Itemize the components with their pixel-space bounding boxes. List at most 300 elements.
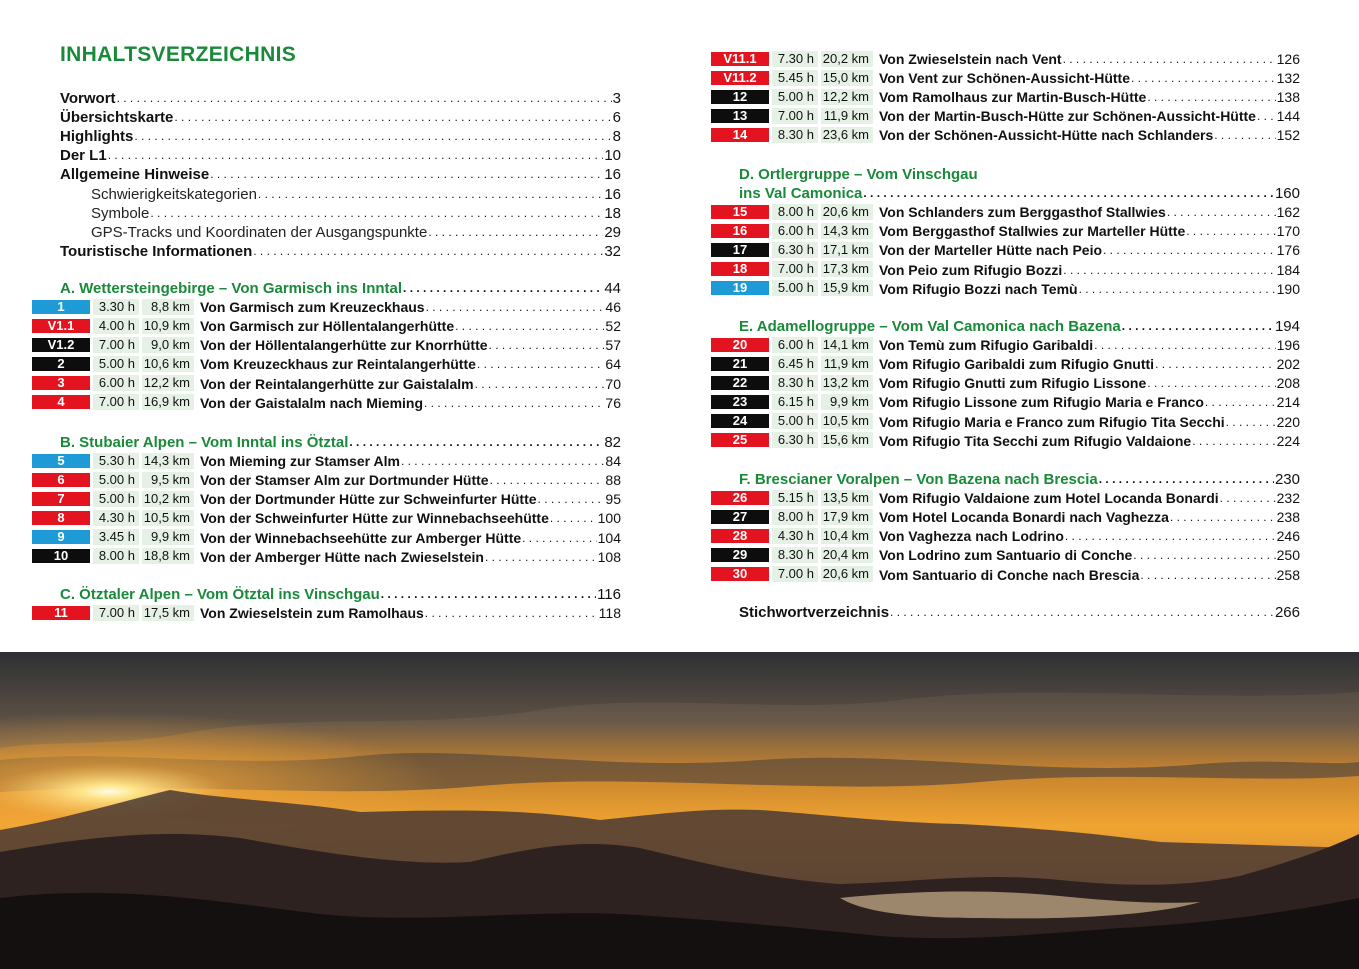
tour-row[interactable] <box>732 106 1300 125</box>
page-number: 202 <box>1276 356 1300 373</box>
entry-title: GPS-Tracks und Koordinaten der Ausgangspunkte <box>91 223 428 241</box>
walking-time: 5.00 h <box>772 89 818 105</box>
page-number: 100 <box>597 510 621 527</box>
page-number: 208 <box>1276 375 1300 392</box>
page-number: 170 <box>1276 223 1300 240</box>
distance: 10,5 km <box>142 510 194 526</box>
distance: 8,8 km <box>142 299 194 315</box>
tour-title: Von Zwieselstein nach Vent <box>879 51 1062 67</box>
tour-title: Von der Martin-Busch-Hütte zur Schönen-Aussicht-Hütte <box>879 108 1256 125</box>
entry-title: C. Ötztaler Alpen – Vom Ötztal ins Vinschgau <box>60 586 380 603</box>
dot-leader <box>401 452 604 470</box>
distance: 10,5 km <box>821 413 873 429</box>
walking-time: 6.00 h <box>772 223 818 239</box>
walking-time: 3.30 h <box>93 299 139 315</box>
distance: 17,3 km <box>821 261 873 277</box>
walking-time: 7.00 h <box>93 337 139 353</box>
dot-leader <box>134 127 611 145</box>
tour-row[interactable] <box>57 451 621 470</box>
tour-number-badge: 21 <box>711 357 769 371</box>
tour-title: Vom Rifugio Garibaldi zum Rifugio Gnutti <box>879 356 1155 373</box>
walking-time: 6.00 h <box>93 375 139 391</box>
page-number: 18 <box>604 204 621 222</box>
tour-title: Von der Stamser Alm zur Dortmunder Hütte <box>200 472 489 489</box>
walking-time: 7.00 h <box>772 108 818 124</box>
dot-leader <box>1147 88 1275 106</box>
tour-row[interactable] <box>57 393 621 412</box>
page-number: 52 <box>605 318 621 335</box>
distance: 9,0 km <box>142 337 194 353</box>
page-number: 88 <box>605 472 621 489</box>
tour-number-badge: V11.2 <box>711 71 769 85</box>
page-number: 116 <box>597 586 621 603</box>
entry-title: A. Wettersteingebirge – Von Garmisch ins Inntal <box>60 280 403 297</box>
walking-time: 5.00 h <box>93 491 139 507</box>
distance: 10,4 km <box>821 528 873 544</box>
section-title: D. Ortlergruppe – Vom Vinschgau <box>739 166 978 183</box>
dot-leader <box>538 490 605 508</box>
section-heading[interactable] <box>60 278 621 297</box>
tour-number-badge: 20 <box>711 338 769 352</box>
tour-row[interactable] <box>732 221 1300 240</box>
tour-row[interactable] <box>732 507 1300 526</box>
front-entry[interactable] <box>60 126 621 145</box>
page-number: 162 <box>1276 204 1300 221</box>
page-number: 214 <box>1276 394 1300 411</box>
tour-title: Vom Berggasthof Stallwies zur Marteller Hütte <box>879 223 1186 240</box>
tour-row[interactable] <box>732 202 1300 221</box>
tour-row[interactable] <box>57 489 621 508</box>
tour-title: Von Temù zum Rifugio Garibaldi <box>879 337 1094 354</box>
entry-title: ins Val Camonica <box>739 185 863 203</box>
tour-row[interactable] <box>53 547 621 566</box>
tour-number-badge: 10 <box>32 549 90 563</box>
page-number: 104 <box>597 529 621 546</box>
dot-leader <box>1140 566 1275 584</box>
page-number: 160 <box>1274 185 1300 203</box>
tour-number-badge: 22 <box>711 376 769 390</box>
tour-row[interactable] <box>57 297 621 316</box>
tour-row[interactable] <box>732 87 1300 106</box>
index-entry[interactable] <box>739 602 1300 621</box>
page-number: 82 <box>604 434 621 451</box>
walking-time: 6.30 h <box>772 242 818 258</box>
entry-title: E. Adamellogruppe – Vom Val Camonica nach Bazena <box>739 318 1121 335</box>
distance: 9,5 km <box>142 472 194 488</box>
dot-leader <box>1214 126 1275 144</box>
tour-number-badge: 9 <box>32 530 90 544</box>
tour-row[interactable] <box>732 488 1300 507</box>
tour-title: Von Garmisch zum Kreuzeckhaus <box>200 299 425 316</box>
dot-leader <box>174 108 611 126</box>
tour-number-badge: 23 <box>711 395 769 409</box>
tour-number-badge: 5 <box>32 454 90 468</box>
distance: 14,3 km <box>142 453 194 469</box>
page-number: 118 <box>598 605 621 622</box>
dot-leader <box>522 529 597 547</box>
tour-row[interactable] <box>732 431 1300 450</box>
page-number: 176 <box>1276 242 1300 259</box>
tour-row[interactable] <box>57 528 621 547</box>
page-number: 238 <box>1276 509 1300 526</box>
tour-title: Von der Höllentalangerhütte zur Knorrhütte <box>200 337 488 354</box>
tour-title: Von der Reintalangerhütte zur Gaistalalm <box>200 375 474 392</box>
tour-title: Von Vaghezza nach Lodrino <box>879 528 1064 545</box>
dot-leader <box>381 585 596 603</box>
dot-leader <box>108 146 604 164</box>
dot-leader <box>1065 527 1276 545</box>
front-entry[interactable] <box>60 184 621 203</box>
page-number: 10 <box>604 147 621 165</box>
tour-number-badge: 24 <box>711 414 769 428</box>
walking-time: 5.00 h <box>772 413 818 429</box>
page-number: 16 <box>604 185 621 203</box>
distance: 17,5 km <box>142 605 194 621</box>
dot-leader <box>1103 241 1276 259</box>
dot-leader <box>890 603 1274 621</box>
entry-title: Allgemeine Hinweise <box>60 166 210 184</box>
distance: 15,9 km <box>821 280 873 296</box>
page-number: 220 <box>1276 413 1300 430</box>
distance: 11,9 km <box>821 108 873 124</box>
tour-title: Vom Rifugio Valdaione zum Hotel Locanda Bonardi <box>879 490 1219 507</box>
walking-time: 7.00 h <box>772 261 818 277</box>
tour-number-badge: 28 <box>711 529 769 543</box>
tour-row[interactable] <box>54 603 621 622</box>
page-number: 3 <box>612 90 621 107</box>
distance: 9,9 km <box>142 529 194 545</box>
tour-title: Vom Rifugio Lissone zum Rifugio Maria e Franco <box>879 394 1204 411</box>
distance: 15,6 km <box>821 432 873 448</box>
tour-number-badge: 2 <box>32 357 90 371</box>
page-number: 29 <box>604 223 621 241</box>
tour-row[interactable] <box>732 260 1300 279</box>
walking-time: 8.30 h <box>772 127 818 143</box>
page-number: 230 <box>1274 471 1300 488</box>
distance: 13,2 km <box>821 375 873 391</box>
dot-leader <box>1063 261 1275 279</box>
tour-row[interactable] <box>732 354 1300 373</box>
walking-time: 8.30 h <box>772 375 818 391</box>
dot-leader <box>863 184 1274 202</box>
tour-number-badge: 16 <box>711 224 769 238</box>
distance: 14,1 km <box>821 337 873 353</box>
tour-number-badge: 8 <box>32 511 90 525</box>
tour-number-badge: 25 <box>711 433 769 447</box>
distance: 12,2 km <box>142 375 194 391</box>
walking-time: 5.30 h <box>93 453 139 469</box>
tour-number-badge: 14 <box>711 128 769 142</box>
tour-title: Vom Rifugio Maria e Franco zum Rifugio Tita Secchi <box>879 413 1225 430</box>
walking-time: 8.00 h <box>772 509 818 525</box>
entry-title: B. Stubaier Alpen – Vom Inntal ins Ötztal <box>60 434 349 451</box>
page-number: 258 <box>1276 566 1300 583</box>
page-number: 152 <box>1276 127 1300 144</box>
entry-title: Symbole <box>91 204 150 222</box>
dot-leader <box>428 223 603 241</box>
dot-leader <box>1257 107 1276 125</box>
dot-leader <box>475 375 605 393</box>
dot-leader <box>403 279 603 297</box>
distance: 23,6 km <box>821 127 873 143</box>
walking-time: 8.30 h <box>772 547 818 563</box>
tour-number-badge: V1.2 <box>32 338 90 352</box>
distance: 15,0 km <box>821 70 873 86</box>
dot-leader <box>1094 336 1275 354</box>
dot-leader <box>349 433 603 451</box>
dot-leader <box>1131 69 1276 87</box>
page-number: 44 <box>604 280 621 297</box>
walking-time: 6.00 h <box>772 337 818 353</box>
page-number: 194 <box>1274 318 1300 335</box>
page-number: 250 <box>1276 547 1300 564</box>
walking-time: 7.00 h <box>93 394 139 410</box>
dot-leader <box>258 185 603 203</box>
section-heading[interactable] <box>60 432 621 451</box>
section-heading[interactable] <box>739 469 1300 488</box>
tour-row[interactable] <box>57 470 621 489</box>
tour-row[interactable] <box>732 545 1300 564</box>
distance: 18,8 km <box>142 548 194 564</box>
tour-title: Vom Santuario di Conche nach Brescia <box>879 566 1140 583</box>
distance: 20,2 km <box>821 51 873 67</box>
page-number: 126 <box>1276 51 1300 67</box>
dot-leader <box>1155 355 1276 373</box>
distance: 20,6 km <box>821 204 873 220</box>
tour-number-badge: V1.1 <box>32 319 90 333</box>
tour-number-badge: 17 <box>711 243 769 257</box>
page-number: 70 <box>605 375 621 392</box>
walking-time: 7.00 h <box>772 566 818 582</box>
tour-number-badge: 19 <box>711 281 769 295</box>
page-number: 184 <box>1276 261 1300 278</box>
tour-row[interactable] <box>732 335 1300 354</box>
page-number: 76 <box>605 394 621 411</box>
tour-row[interactable] <box>723 68 1300 87</box>
dot-leader <box>1167 203 1276 221</box>
tour-row[interactable] <box>732 526 1300 545</box>
distance: 10,9 km <box>142 318 194 334</box>
front-entry[interactable] <box>60 107 621 126</box>
dot-leader <box>490 471 605 489</box>
dot-leader <box>485 548 597 566</box>
walking-time: 6.45 h <box>772 356 818 372</box>
tour-row[interactable] <box>57 374 621 393</box>
tour-row[interactable] <box>732 125 1300 144</box>
tour-title: Vom Rifugio Bozzi nach Temù <box>879 280 1078 297</box>
tour-row[interactable] <box>47 316 621 335</box>
page-number: 196 <box>1276 337 1300 354</box>
tour-title: Vom Ramolhaus zur Martin-Busch-Hütte <box>879 89 1147 106</box>
page-number: 64 <box>605 356 621 373</box>
page-title: INHALTSVERZEICHNIS <box>60 43 297 66</box>
dot-leader <box>117 89 612 107</box>
tour-number-badge: V11.1 <box>711 52 769 66</box>
page-number: 32 <box>604 242 621 260</box>
walking-time: 3.45 h <box>93 529 139 545</box>
tour-title: Vom Kreuzeckhaus zur Reintalangerhütte <box>200 356 476 373</box>
distance: 20,4 km <box>821 547 873 563</box>
dot-leader <box>1192 432 1275 450</box>
dot-leader <box>1133 546 1275 564</box>
page-number: 266 <box>1274 604 1300 621</box>
tour-title: Von Lodrino zum Santuario di Conche <box>879 547 1133 564</box>
distance: 9,9 km <box>821 394 873 410</box>
page-number: 6 <box>612 109 621 127</box>
tour-number-badge: 27 <box>711 510 769 524</box>
tour-row[interactable] <box>57 354 621 373</box>
walking-time: 5.00 h <box>772 280 818 296</box>
page-number: 8 <box>612 128 621 146</box>
front-entry[interactable] <box>60 145 621 164</box>
tour-title: Von der Marteller Hütte nach Peio <box>879 242 1103 259</box>
section-heading[interactable] <box>739 164 1300 183</box>
distance: 10,2 km <box>142 491 194 507</box>
dot-leader <box>1220 489 1276 507</box>
tour-row[interactable] <box>732 392 1300 411</box>
tour-title: Von Zwieselstein zum Ramolhaus <box>200 605 424 622</box>
walking-time: 5.00 h <box>93 356 139 372</box>
walking-time: 5.00 h <box>93 472 139 488</box>
walking-time: 8.00 h <box>772 204 818 220</box>
dot-leader <box>253 242 603 260</box>
dot-leader <box>1226 413 1276 431</box>
dot-leader <box>424 394 604 412</box>
walking-time: 4.30 h <box>93 510 139 526</box>
tour-title: Vom Rifugio Gnutti zum Rifugio Lissone <box>879 375 1147 392</box>
entry-title: Der L1 <box>60 147 107 165</box>
walking-time: 6.15 h <box>772 394 818 410</box>
walking-time: 5.15 h <box>772 490 818 506</box>
distance: 14,3 km <box>821 223 873 239</box>
tour-title: Von Vent zur Schönen-Aussicht-Hütte <box>879 70 1130 87</box>
tour-row[interactable] <box>732 373 1300 392</box>
dot-leader <box>1079 280 1276 298</box>
tour-title: Von Peio zum Rifugio Bozzi <box>879 261 1063 278</box>
front-entry[interactable] <box>60 241 621 260</box>
page-number: 232 <box>1276 490 1300 507</box>
front-entry[interactable] <box>60 164 621 183</box>
page-number: 190 <box>1276 280 1300 297</box>
section-heading[interactable] <box>60 584 621 603</box>
tour-number-badge: 13 <box>711 109 769 123</box>
page-number: 46 <box>605 299 621 316</box>
tour-number-badge: 6 <box>32 473 90 487</box>
walking-time: 7.30 h <box>772 51 818 67</box>
dot-leader <box>210 165 603 183</box>
walking-time: 6.30 h <box>772 432 818 448</box>
tour-title: Von der Dortmunder Hütte zur Schweinfurter Hütte <box>200 491 537 508</box>
tour-number-badge: 11 <box>32 606 90 620</box>
page-number: 57 <box>605 337 621 354</box>
entry-title: Highlights <box>60 128 134 146</box>
tour-number-badge: 1 <box>32 300 90 314</box>
tour-row[interactable] <box>57 508 621 527</box>
tour-title: Von der Schweinfurter Hütte zur Winnebachseehütte <box>200 510 549 527</box>
entry-title: F. Brescianer Voralpen – Von Bazena nach Brescia <box>739 471 1098 488</box>
tour-number-badge: 29 <box>711 548 769 562</box>
front-entry[interactable] <box>60 88 621 107</box>
page-number: 84 <box>605 453 621 470</box>
page-number: 224 <box>1276 432 1300 449</box>
tour-number-badge: 3 <box>32 376 90 390</box>
distance: 11,9 km <box>821 356 873 372</box>
distance: 17,1 km <box>821 242 873 258</box>
dot-leader <box>455 317 604 335</box>
dot-leader <box>1186 222 1275 240</box>
dot-leader <box>489 336 605 354</box>
tour-number-badge: 15 <box>711 205 769 219</box>
dot-leader <box>1205 393 1276 411</box>
tour-title: Von Schlanders zum Berggasthof Stallwies <box>879 204 1166 221</box>
tour-title: Vom Hotel Locanda Bonardi nach Vaghezza <box>879 509 1169 526</box>
entry-title: Übersichtskarte <box>60 109 174 127</box>
dot-leader <box>1099 470 1274 488</box>
page-number: 144 <box>1276 108 1300 125</box>
tour-title: Von Mieming zur Stamser Alm <box>200 453 400 470</box>
tour-row[interactable] <box>732 565 1300 584</box>
page-number: 108 <box>597 548 621 565</box>
walking-time: 4.30 h <box>772 528 818 544</box>
dot-leader <box>426 298 605 316</box>
distance: 12,2 km <box>821 89 873 105</box>
tour-title: Vom Rifugio Tita Secchi zum Rifugio Valdaione <box>879 432 1192 449</box>
entry-title: Vorwort <box>60 90 116 107</box>
distance: 17,9 km <box>821 509 873 525</box>
tour-title: Von der Schönen-Aussicht-Hütte nach Schlanders <box>879 127 1214 144</box>
dot-leader <box>425 604 598 622</box>
section-heading[interactable] <box>739 316 1300 335</box>
tour-row[interactable] <box>732 240 1300 259</box>
distance: 16,9 km <box>142 394 194 410</box>
tour-title: Von der Winnebachseehütte zur Amberger Hütte <box>200 529 522 546</box>
page-number: 95 <box>605 491 621 508</box>
tour-title: Von Garmisch zur Höllentalangerhütte <box>200 318 455 335</box>
dot-leader <box>1147 374 1275 392</box>
tour-row[interactable] <box>47 335 621 354</box>
tour-row[interactable] <box>732 279 1300 298</box>
walking-time: 8.00 h <box>93 548 139 564</box>
page-number: 138 <box>1276 89 1300 106</box>
tour-number-badge: 18 <box>711 262 769 276</box>
distance: 13,5 km <box>821 490 873 506</box>
front-entry[interactable] <box>60 203 621 222</box>
page-number: 246 <box>1276 528 1300 545</box>
tour-number-badge: 12 <box>711 90 769 104</box>
entry-title: Touristische Informationen <box>60 242 253 260</box>
dot-leader <box>1122 317 1274 335</box>
walking-time: 7.00 h <box>93 605 139 621</box>
tour-number-badge: 4 <box>32 395 90 409</box>
front-entry[interactable] <box>60 222 621 241</box>
dot-leader <box>477 355 605 373</box>
dot-leader <box>550 509 597 527</box>
entry-title: Schwierigkeitskategorien <box>91 185 257 203</box>
sunset-photo <box>0 652 1359 969</box>
tour-title: Von der Amberger Hütte nach Zwieselstein <box>200 548 484 565</box>
tour-number-badge: 26 <box>711 491 769 505</box>
tour-row[interactable] <box>732 412 1300 431</box>
distance: 10,6 km <box>142 356 194 372</box>
entry-title: Stichwortverzeichnis <box>739 604 890 621</box>
tour-row[interactable] <box>723 49 1300 68</box>
walking-time: 5.45 h <box>772 70 818 86</box>
section-heading[interactable] <box>739 183 1300 202</box>
dot-leader <box>1063 50 1276 68</box>
dot-leader <box>1170 508 1276 526</box>
dot-leader <box>150 204 603 222</box>
tour-title: Von der Gaistalalm nach Mieming <box>200 394 424 411</box>
